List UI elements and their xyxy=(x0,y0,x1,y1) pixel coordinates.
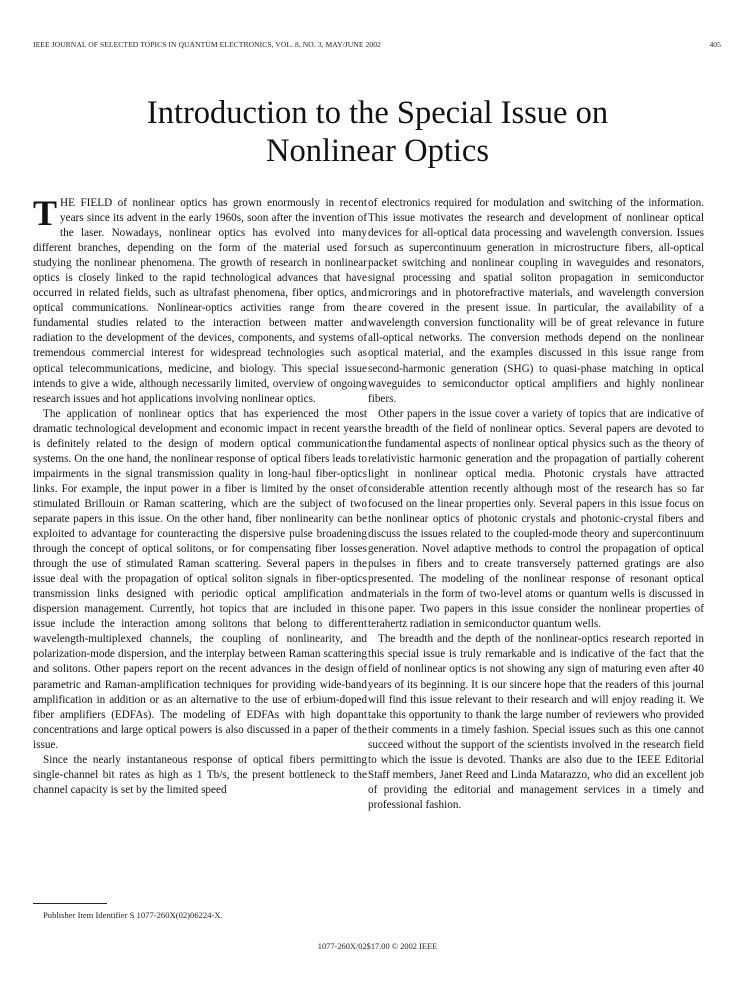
lead-in-smallcaps: HE FIELD xyxy=(60,197,113,209)
left-column xyxy=(33,193,368,798)
paragraph-acknowledgments: The breadth and the depth of the nonlinear-optics research reported in this special issue is truly remarkable and is indicative of the fact that the field of nonlinear optics is not showing any sign of maturing even after 40 years of its beginning. It is our sincere hope that the readers of this journal will find this issue relevant to their research and will enjoy reading it. We take this opportunity to thank the large number of reviewers who provided their comments in a timely fashion. Special issues such as this one cannot succeed without the support of the scientists involved in the research field to which the issue is devoted. Thanks are also due to the IEEE Editorial Staff members, Janet Reed and Linda Matarazzo, who did an excellent job of providing the editorial and management services in a timely and professional fashion. xyxy=(368,633,704,811)
title-line-2: Nonlinear Optics xyxy=(266,132,489,169)
footnote-divider xyxy=(33,903,107,904)
paragraph-other-papers: Other papers in the issue cover a variety of topics that are indicative of the breadth of the field of nonlinear optics. Several papers are devoted to the fundamental aspects of nonlinear optical physics such as the theory of relativistic harmonic generation and the propagation of partially coherent light in nonlinear optical media. Photonic crystals have attracted considerable attention recently although most of the research has so far focused on the linear properties only. Several papers in this issue focus on the nonlinear optics of photonic crystals and photonic-crystal fibers and discuss the issues related to the coupled-mode theory and supercontinuum generation. Novel adaptive methods to control the propagation of optical pulses in fibers and to create transversely patterned gratings are also presented. The modeling of the nonlinear response of resonant optical materials in the form of two-level atoms or quantum wells is discussed in one paper. Two papers in this issue consider the nonlinear properties of terahertz radiation in semiconductor quantum wells. xyxy=(368,407,704,631)
paragraph-applications: The application of nonlinear optics that has experienced the most dramatic technological development and economic impact in recent years is definitely related to the design of modern optical communication systems. On the one hand, the nonlinear response of optical fibers leads to impairments in the signal transmission quality in long-haul fiber-optics links. For example, the input power in a fiber is limited by the onset of stimulated Brillouin or Raman scattering, which are the subject of two separate papers in this issue. On the other hand, fiber nonlinearity can be exploited to advantage for counteracting the dispersive pulse broadening through the concept of optical solitons, or for compensating fiber losses through the use of stimulated Raman scattering. Several papers in the issue deal with the propagation of optical soliton signals in fiber-optics transmission links designed with periodic optical amplification and dispersion management. Currently, hot topics that are included in this issue include the interaction among solitons that belong to different wavelength-multiplexed channels, the coupling of nonlinearity, and polarization-mode dispersion, and the interplay between Raman scattering and solitons. Other papers report on the recent advances in the design of parametric and Raman-amplification techniques for providing wide-band amplification in addition or as an alternative to the use of erbium-doped fiber amplifiers (EDFAs). The modeling of EDFAs with high dopant concentrations and large optical powers is also discussed in a paper of the issue. xyxy=(33,407,367,751)
right-column xyxy=(368,196,704,813)
paragraph-intro xyxy=(33,193,368,407)
title-line-1: Introduction to the Special Issue on xyxy=(146,94,609,131)
footnote-publisher-id: Publisher Item Identifier S 1077-260X(02)06224-X. xyxy=(43,910,223,920)
paragraph-continuation: of electronics required for modulation and switching of the information. This issue motivates the research and development of nonlinear optical devices for all-optical data processing and wavelength conversion. Issues such as supercontinuum generation in microstructure fibers, all-optical packet switching and nonlinear coupling in waveguides and resonators, signal processing and spatial soliton propagation in semiconductor microrings and in photorefractive materials, and wavelength conversion are covered in the present issue. In particular, the availability of a wavelength conversion functionality will be of great relevance in future all-optical networks. The conversion methods depend on the nonlinear optical material, and the examples discussed in this issue range from second-harmonic generation (SHG) to quasi-phase matching in optical waveguides to semiconductor optical amplifiers and highly nonlinear fibers. xyxy=(368,197,704,405)
paragraph-text: of nonlinear optics has grown enormously in recent years since its advent in the early 1960s, soon after the invention of the laser. Nowadays, nonlinear optics has evolved into many different branches, depending on the form of the material used for studying the nonlinear phenomena. The growth of research in nonlinear optics is closely linked to the rapid technological advances that have occurred in related fields, such as ultrafast phenomena, fiber optics, and optical communications. Nonlinear-optics activities range from the fundamental studies related to the interaction between matter and radiation to the development of the devices, components, and systems of tremendous commercial interest for widespread technologies such as optical telecommunications, medicine, and biology. This special issue intends to give a wide, although necessarily limited, overview of ongoing research issues and hot applications involving nonlinear optics. xyxy=(33,197,368,405)
drop-cap: T xyxy=(33,193,58,233)
article-title xyxy=(0,94,755,170)
page-number: 405 xyxy=(709,40,721,49)
paragraph-bottleneck: Since the nearly instantaneous response of optical fibers permitting single-channel bit rates as high as 1 Tb/s, the present bottleneck to the channel capacity is set by the limited speed xyxy=(33,753,367,796)
journal-citation: IEEE JOURNAL OF SELECTED TOPICS IN QUANTUM ELECTRONICS, VOL. 8, NO. 3, MAY/JUNE 2002 xyxy=(33,40,381,49)
copyright-line: 1077-260X/02$17.00 © 2002 IEEE xyxy=(317,942,438,951)
